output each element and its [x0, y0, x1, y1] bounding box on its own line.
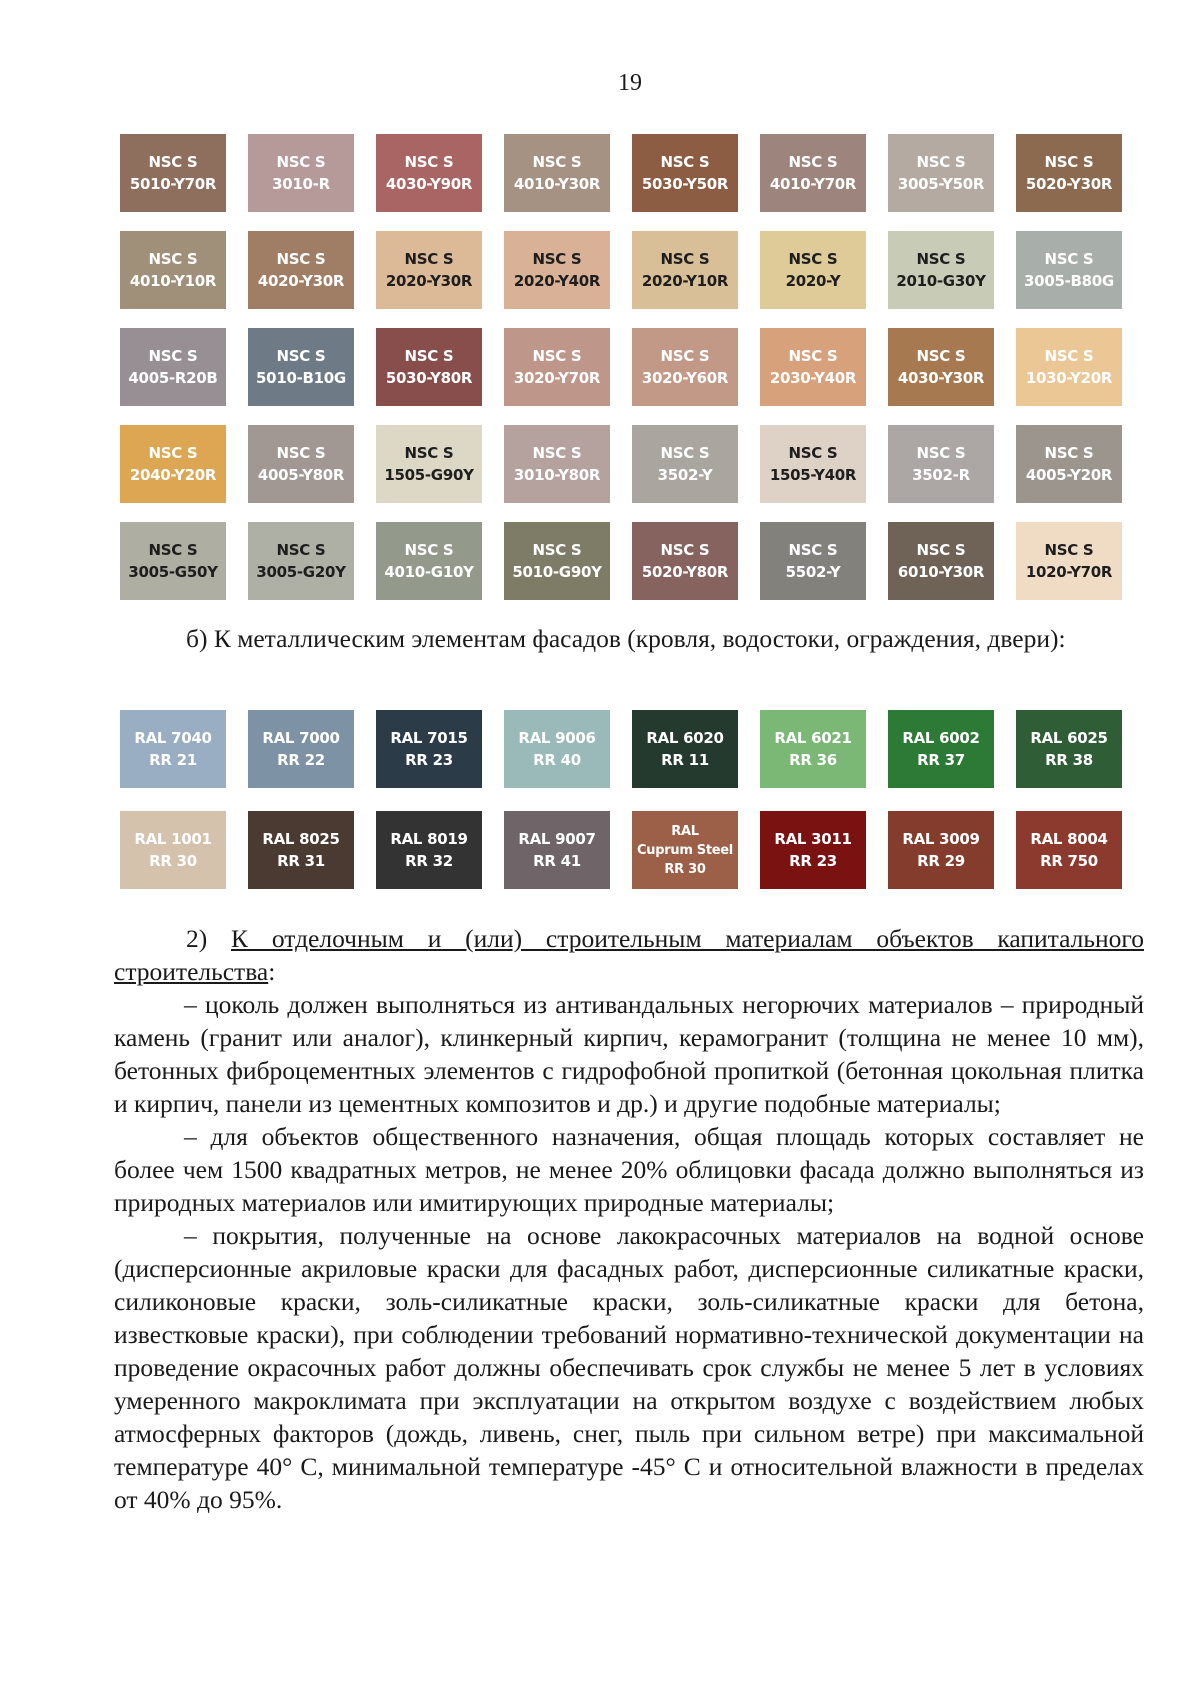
- swatch-code: 4010-G10Y: [384, 563, 474, 581]
- nsc-color-swatch: [504, 134, 610, 212]
- ral-color-swatch-grid: [120, 710, 1122, 889]
- swatch-label-line: NSC S: [276, 444, 326, 462]
- swatch-label-line: RAL 8004: [1030, 830, 1108, 848]
- swatch-label-line: NSC S: [532, 153, 582, 171]
- swatch-label-line: NSC S: [660, 444, 710, 462]
- nsc-color-swatch: [888, 522, 994, 600]
- ral-color-swatch: [1016, 811, 1122, 889]
- swatch-label-line: RAL 6020: [646, 729, 724, 747]
- swatch-code: 5030-Y50R: [641, 175, 729, 193]
- nsc-color-swatch: [504, 231, 610, 309]
- swatch-label-line: RAL 7000: [262, 729, 340, 747]
- swatch-label-line: RAL 9006: [518, 729, 596, 747]
- swatch-label-line: RAL 3011: [774, 830, 852, 848]
- nsc-color-swatch: [504, 522, 610, 600]
- swatch-label-line: NSC S: [660, 153, 710, 171]
- nsc-color-swatch: [120, 231, 226, 309]
- swatch-label-line: Cuprum Steel: [637, 842, 733, 858]
- swatch-label-line: NSC S: [1044, 444, 1094, 462]
- ral-color-swatch: [248, 811, 354, 889]
- list-item: – для объектов общественного назначения, общая площадь которых составляет не более чем 1500 квадратных метров, не менее 20% облицовки фасада должно выполняться из природных материалов или имитирующих природные материалы;: [114, 1122, 1144, 1217]
- swatch-label-line: NSC S: [788, 444, 838, 462]
- nsc-color-swatch: [1016, 522, 1122, 600]
- nsc-color-swatch: [120, 328, 226, 406]
- swatch-code: 4030-Y90R: [385, 175, 473, 193]
- nsc-color-swatch: [248, 522, 354, 600]
- swatch-code: 2030-Y40R: [769, 369, 857, 387]
- nsc-color-swatch: [760, 134, 866, 212]
- swatch-label-line: NSC S: [660, 541, 710, 559]
- swatch-label-line: NSC S: [1044, 250, 1094, 268]
- swatch-label-line: RR 37: [917, 751, 965, 769]
- swatch-label-line: RAL 7015: [390, 729, 468, 747]
- swatch-label-line: NSC S: [276, 541, 326, 559]
- nsc-color-swatch: [632, 425, 738, 503]
- swatch-code: 2020-Y: [785, 272, 841, 290]
- swatch-label-line: NSC S: [532, 250, 582, 268]
- swatch-label-line: NSC S: [1044, 541, 1094, 559]
- nsc-color-swatch: [376, 134, 482, 212]
- nsc-color-swatch: [760, 522, 866, 600]
- swatch-code: 5502-Y: [785, 563, 841, 581]
- swatch-label-line: NSC S: [916, 541, 966, 559]
- section-2-heading: [114, 922, 1144, 988]
- nsc-color-swatch: [632, 328, 738, 406]
- nsc-color-swatch: [248, 425, 354, 503]
- nsc-color-swatch: [632, 522, 738, 600]
- ral-color-swatch: [632, 710, 738, 788]
- section-2-heading-text: К отделочным и (или) строительным материалам объектов капитального строительства: [114, 924, 1144, 986]
- swatch-code: 3020-Y60R: [641, 369, 729, 387]
- swatch-code: 2040-Y20R: [129, 466, 217, 484]
- nsc-color-swatch: [760, 425, 866, 503]
- swatch-code: 3010-R: [272, 175, 330, 193]
- swatch-label-line: NSC S: [148, 250, 198, 268]
- subsection-b-text: б) К металлическим элементам фасадов (кровля, водостоки, ограждения, двери):: [186, 624, 1066, 653]
- swatch-label-line: NSC S: [788, 541, 838, 559]
- swatch-code: 1505-G90Y: [384, 466, 474, 484]
- swatch-label-line: NSC S: [276, 347, 326, 365]
- ral-color-swatch: [760, 811, 866, 889]
- swatch-code: 4005-R20B: [128, 369, 218, 387]
- nsc-color-swatch: [888, 231, 994, 309]
- swatch-label-line: NSC S: [276, 153, 326, 171]
- nsc-color-swatch: [1016, 231, 1122, 309]
- swatch-code: 4010-Y10R: [129, 272, 217, 290]
- swatch-label-line: NSC S: [660, 250, 710, 268]
- swatch-code: 5030-Y80R: [385, 369, 473, 387]
- swatch-label-line: RR 40: [533, 751, 581, 769]
- swatch-label-line: NSC S: [148, 444, 198, 462]
- swatch-label-line: NSC S: [532, 347, 582, 365]
- ral-color-swatch: [760, 710, 866, 788]
- swatch-code: 1030-Y20R: [1025, 369, 1113, 387]
- swatch-label-line: NSC S: [404, 153, 454, 171]
- nsc-color-swatch: [376, 522, 482, 600]
- swatch-label-line: NSC S: [1044, 153, 1094, 171]
- section-2: [114, 922, 1144, 1516]
- swatch-label-line: NSC S: [916, 444, 966, 462]
- swatch-code: 5020-Y30R: [1025, 175, 1113, 193]
- swatch-label-line: RR 750: [1040, 852, 1098, 870]
- swatch-label-line: RR 32: [405, 852, 453, 870]
- nsc-color-swatch: [120, 134, 226, 212]
- swatch-code: 2020-Y40R: [513, 272, 601, 290]
- swatch-code: 3005-G20Y: [256, 563, 346, 581]
- nsc-color-swatch: [1016, 425, 1122, 503]
- ral-color-swatch: [632, 811, 738, 889]
- swatch-label-line: RAL 8025: [262, 830, 340, 848]
- swatch-label-line: RAL 8019: [390, 830, 468, 848]
- nsc-color-swatch: [248, 231, 354, 309]
- nsc-color-swatch: [888, 425, 994, 503]
- swatch-code: 4010-Y30R: [513, 175, 601, 193]
- swatch-label-line: RAL 6021: [774, 729, 852, 747]
- swatch-label-line: NSC S: [1044, 347, 1094, 365]
- swatch-label-line: NSC S: [148, 541, 198, 559]
- swatch-label-line: RR 36: [789, 751, 837, 769]
- section-2-heading-suffix: :: [268, 957, 276, 986]
- swatch-label-line: NSC S: [148, 153, 198, 171]
- swatch-label-line: RR 23: [789, 852, 837, 870]
- nsc-color-swatch: [504, 425, 610, 503]
- swatch-label-line: NSC S: [532, 541, 582, 559]
- section-2-number: 2): [186, 924, 208, 953]
- ral-color-swatch: [120, 710, 226, 788]
- list-item: – покрытия, полученные на основе лакокрасочных материалов на водной основе (дисперсионные акриловые краски для фасадных работ, дисперсионные силикатные краски, силиконовые краски, золь-силикатные краски, золь-силикатные краски для бетона, известковые краски), при соблюдении требований нормативно-технической документации на проведение окрасочных работ должны обеспечивать срок службы не менее 5 лет в условиях умеренного макроклимата при эксплуатации на открытом воздухе с воздействием любых атмосферных факторов (дождь, ливень, снег, пыль при сильном ветре) при максимальной температуре 40° С, минимальной температуре -45° С и относительной влажности в пределах от 40% до 95%.: [114, 1221, 1144, 1514]
- nsc-color-swatch-grid: [120, 134, 1122, 600]
- swatch-label-line: NSC S: [788, 153, 838, 171]
- page-number: 19: [618, 70, 642, 96]
- swatch-label-line: NSC S: [276, 250, 326, 268]
- swatch-label-line: NSC S: [532, 444, 582, 462]
- swatch-label-line: RR 11: [661, 751, 709, 769]
- nsc-color-swatch: [888, 134, 994, 212]
- swatch-label-line: RR 21: [149, 751, 197, 769]
- ral-color-swatch: [888, 710, 994, 788]
- swatch-label-line: NSC S: [916, 250, 966, 268]
- swatch-label-line: RR 31: [277, 852, 325, 870]
- swatch-code: 6010-Y30R: [897, 563, 985, 581]
- ral-color-swatch: [504, 710, 610, 788]
- swatch-label-line: NSC S: [916, 153, 966, 171]
- swatch-code: 3010-Y80R: [513, 466, 601, 484]
- swatch-code: 5010-Y70R: [129, 175, 217, 193]
- list-item: – цоколь должен выполняться из антивандальных негорючих материалов – природный камень (гранит или аналог), клинкерный кирпич, керамогранит (толщина не менее 10 мм), бетонных фиброцементных элементов с гидрофобной пропиткой (бетонная цокольная плитка и кирпич, панели из цементных композитов и др.) и другие подобные материалы;: [114, 990, 1144, 1118]
- swatch-label-line: NSC S: [404, 541, 454, 559]
- swatch-code: 3005-Y50R: [897, 175, 985, 193]
- swatch-label-line: RR 38: [1045, 751, 1093, 769]
- ral-color-swatch: [376, 710, 482, 788]
- nsc-color-swatch: [120, 522, 226, 600]
- nsc-color-swatch: [760, 328, 866, 406]
- swatch-label-line: NSC S: [404, 250, 454, 268]
- swatch-label-line: RR 29: [917, 852, 965, 870]
- swatch-code: 3502-Y: [657, 466, 713, 484]
- swatch-label-line: NSC S: [148, 347, 198, 365]
- nsc-color-swatch: [760, 231, 866, 309]
- nsc-color-swatch: [248, 328, 354, 406]
- swatch-code: 4020-Y30R: [257, 272, 345, 290]
- swatch-code: 4005-Y20R: [1025, 466, 1113, 484]
- swatch-code: 4005-Y80R: [257, 466, 345, 484]
- ral-color-swatch: [1016, 710, 1122, 788]
- swatch-label-line: NSC S: [404, 347, 454, 365]
- swatch-label-line: RAL 6002: [902, 729, 980, 747]
- nsc-color-swatch: [632, 134, 738, 212]
- nsc-color-swatch: [376, 425, 482, 503]
- ral-color-swatch: [248, 710, 354, 788]
- nsc-color-swatch: [120, 425, 226, 503]
- swatch-code: 5010-G90Y: [512, 563, 602, 581]
- nsc-color-swatch: [888, 328, 994, 406]
- swatch-code: 2010-G30Y: [896, 272, 986, 290]
- nsc-color-swatch: [248, 134, 354, 212]
- swatch-label-line: RR 30: [664, 861, 706, 877]
- swatch-label-line: NSC S: [788, 347, 838, 365]
- ral-color-swatch: [376, 811, 482, 889]
- swatch-code: 5010-B10G: [256, 369, 346, 387]
- swatch-code: 5020-Y80R: [641, 563, 729, 581]
- swatch-label-line: NSC S: [660, 347, 710, 365]
- swatch-code: 3502-R: [912, 466, 970, 484]
- swatch-label-line: NSC S: [788, 250, 838, 268]
- swatch-label-line: RAL 9007: [518, 830, 596, 848]
- swatch-code: 3005-B80G: [1024, 272, 1114, 290]
- swatch-label-line: RAL 6025: [1030, 729, 1108, 747]
- ral-color-swatch: [504, 811, 610, 889]
- swatch-label-line: RAL: [671, 823, 699, 839]
- swatch-label-line: RR 30: [149, 852, 197, 870]
- nsc-color-swatch: [504, 328, 610, 406]
- swatch-label-line: RAL 3009: [902, 830, 980, 848]
- swatch-label-line: RAL 1001: [134, 830, 212, 848]
- ral-color-swatch: [120, 811, 226, 889]
- swatch-label-line: NSC S: [404, 444, 454, 462]
- nsc-color-swatch: [376, 231, 482, 309]
- nsc-color-swatch: [1016, 134, 1122, 212]
- swatch-label-line: RAL 7040: [134, 729, 212, 747]
- swatch-code: 4030-Y30R: [897, 369, 985, 387]
- ral-color-swatch: [888, 811, 994, 889]
- subsection-b-paragraph: [114, 622, 1144, 655]
- nsc-color-swatch: [1016, 328, 1122, 406]
- swatch-code: 2020-Y10R: [641, 272, 729, 290]
- swatch-code: 1505-Y40R: [769, 466, 857, 484]
- swatch-label-line: RR 41: [533, 852, 581, 870]
- swatch-label-line: NSC S: [916, 347, 966, 365]
- swatch-label-line: RR 23: [405, 751, 453, 769]
- swatch-label-line: RR 22: [277, 751, 325, 769]
- swatch-code: 3020-Y70R: [513, 369, 601, 387]
- swatch-code: 4010-Y70R: [769, 175, 857, 193]
- swatch-code: 1020-Y70R: [1025, 563, 1113, 581]
- swatch-code: 2020-Y30R: [385, 272, 473, 290]
- swatch-code: 3005-G50Y: [128, 563, 218, 581]
- nsc-color-swatch: [376, 328, 482, 406]
- nsc-color-swatch: [632, 231, 738, 309]
